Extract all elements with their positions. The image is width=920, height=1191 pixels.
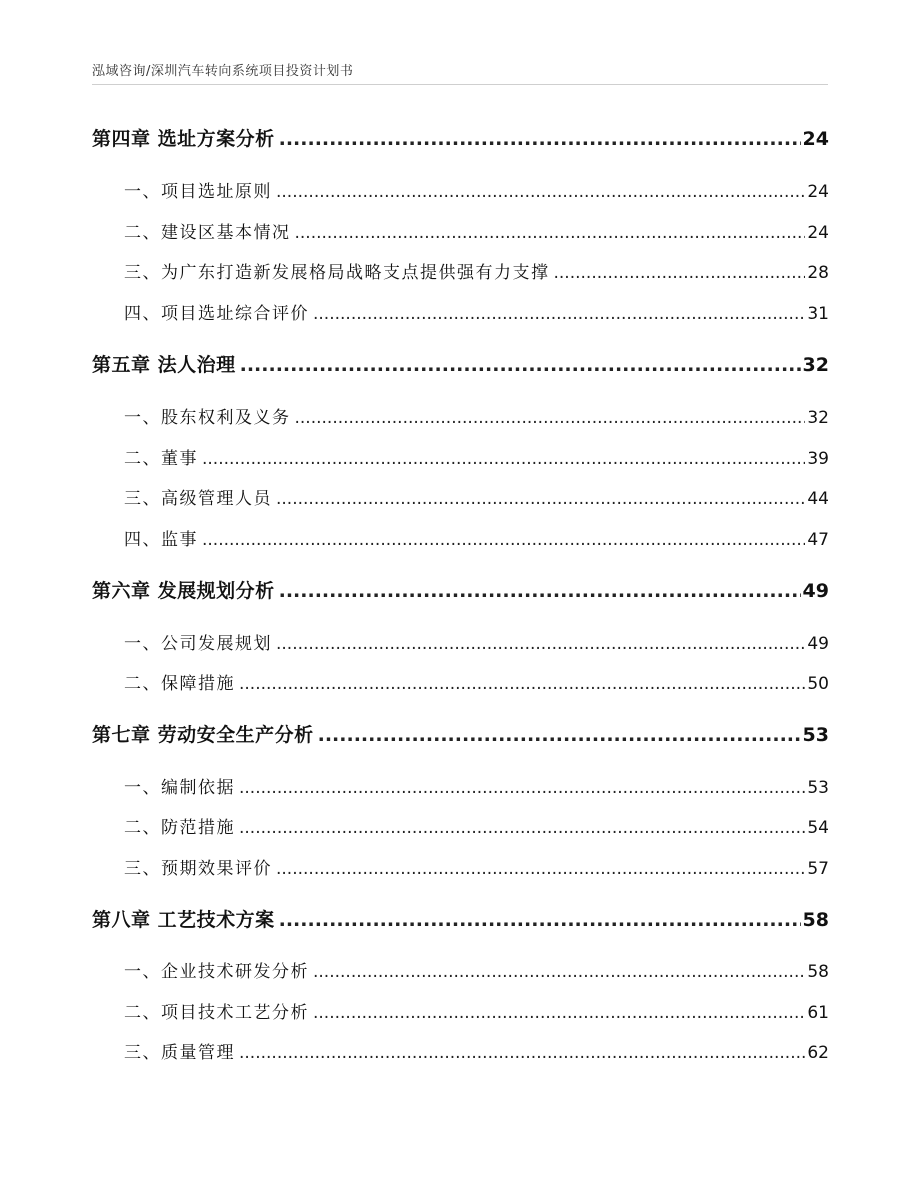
toc-section-title: 公司发展规划 [161, 634, 272, 654]
toc-section-number: 二、 [124, 674, 161, 694]
toc-section[interactable] [92, 218, 829, 243]
toc-chapter-8[interactable] [92, 905, 829, 932]
toc-section-number: 一、 [124, 408, 161, 428]
toc-section-number: 一、 [124, 182, 161, 202]
toc-section-title: 项目技术工艺分析 [161, 1003, 309, 1023]
toc-page-number: 50 [807, 674, 829, 694]
toc-section[interactable] [92, 998, 829, 1023]
toc-section-number: 一、 [124, 962, 161, 982]
toc-section[interactable] [92, 1038, 829, 1063]
toc-section[interactable] [92, 957, 829, 982]
toc-page-number: 54 [807, 818, 829, 838]
toc-chapter-4[interactable] [92, 124, 829, 151]
toc-leader [240, 354, 801, 376]
toc-page-number: 32 [802, 354, 829, 376]
running-header: 泓域咨询/深圳汽车转向系统项目投资计划书 [92, 64, 354, 79]
toc-leader [313, 962, 805, 982]
toc-leader [295, 223, 806, 243]
toc-section-title: 保障措施 [161, 674, 235, 694]
toc-section-title: 高级管理人员 [161, 489, 272, 509]
toc-leader [202, 449, 805, 469]
toc-section[interactable] [92, 669, 829, 694]
toc-chapter-title: 第五章 法人治理 [92, 354, 236, 376]
toc-page-number: 58 [807, 962, 829, 982]
toc-chapter-title: 第四章 选址方案分析 [92, 128, 275, 150]
toc-page-number: 57 [807, 859, 829, 879]
toc-page-number: 49 [802, 580, 829, 602]
toc-section[interactable] [92, 403, 829, 428]
toc-chapter-7[interactable] [92, 720, 829, 747]
toc-section[interactable] [92, 525, 829, 550]
toc-leader [279, 128, 801, 150]
toc-section[interactable] [92, 773, 829, 798]
toc-section-title: 项目选址原则 [161, 182, 272, 202]
table-of-contents [92, 0, 829, 1191]
toc-leader [239, 778, 805, 798]
toc-section-title: 项目选址综合评价 [161, 304, 309, 324]
toc-section-number: 三、 [124, 1043, 161, 1063]
toc-section-number: 三、 [124, 263, 161, 283]
toc-page-number: 24 [807, 223, 829, 243]
toc-page-number: 24 [807, 182, 829, 202]
toc-page-number: 31 [807, 304, 829, 324]
toc-leader [279, 580, 801, 602]
toc-leader [318, 724, 801, 746]
toc-page-number: 53 [802, 724, 829, 746]
toc-leader [239, 818, 805, 838]
toc-section-title: 编制依据 [161, 778, 235, 798]
toc-section-title: 董事 [161, 449, 198, 469]
toc-section-title: 为广东打造新发展格局战略支点提供强有力支撑 [161, 263, 550, 283]
toc-section-title: 企业技术研发分析 [161, 962, 309, 982]
toc-leader [276, 634, 805, 654]
toc-leader [239, 674, 805, 694]
toc-leader [295, 408, 806, 428]
toc-section[interactable] [92, 813, 829, 838]
toc-leader [276, 489, 805, 509]
toc-page-number: 44 [807, 489, 829, 509]
toc-page-number: 62 [807, 1043, 829, 1063]
toc-page-number: 58 [802, 909, 829, 931]
toc-page-number: 32 [807, 408, 829, 428]
toc-chapter-5[interactable] [92, 350, 829, 377]
toc-chapter-6[interactable] [92, 576, 829, 603]
toc-section-title: 预期效果评价 [161, 859, 272, 879]
toc-section-title: 股东权利及义务 [161, 408, 291, 428]
toc-page-number: 61 [807, 1003, 829, 1023]
toc-section-title: 建设区基本情况 [161, 223, 291, 243]
toc-section[interactable] [92, 299, 829, 324]
toc-section-number: 四、 [124, 304, 161, 324]
toc-section[interactable] [92, 177, 829, 202]
toc-page-number: 24 [802, 128, 829, 150]
toc-section-number: 二、 [124, 223, 161, 243]
toc-page-number: 53 [807, 778, 829, 798]
toc-leader [202, 530, 805, 550]
toc-section-number: 一、 [124, 634, 161, 654]
toc-leader [239, 1043, 805, 1063]
toc-section-title: 监事 [161, 530, 198, 550]
toc-chapter-title: 第八章 工艺技术方案 [92, 909, 275, 931]
toc-section[interactable] [92, 629, 829, 654]
toc-leader [276, 182, 805, 202]
toc-section-number: 二、 [124, 449, 161, 469]
toc-section[interactable] [92, 484, 829, 509]
toc-section-number: 二、 [124, 818, 161, 838]
toc-section-number: 一、 [124, 778, 161, 798]
toc-chapter-title: 第六章 发展规划分析 [92, 580, 275, 602]
toc-leader [313, 304, 805, 324]
toc-section[interactable] [92, 444, 829, 469]
toc-section-number: 三、 [124, 859, 161, 879]
toc-leader [313, 1003, 805, 1023]
toc-page-number: 47 [807, 530, 829, 550]
toc-leader [276, 859, 805, 879]
toc-section-number: 三、 [124, 489, 161, 509]
toc-leader [554, 263, 806, 283]
toc-page-number: 28 [807, 263, 829, 283]
toc-section[interactable] [92, 258, 829, 283]
toc-section-number: 四、 [124, 530, 161, 550]
toc-section-number: 二、 [124, 1003, 161, 1023]
toc-section-title: 防范措施 [161, 818, 235, 838]
toc-section[interactable] [92, 854, 829, 879]
toc-leader [279, 909, 801, 931]
toc-page-number: 49 [807, 634, 829, 654]
toc-page-number: 39 [807, 449, 829, 469]
toc-section-title: 质量管理 [161, 1043, 235, 1063]
toc-chapter-title: 第七章 劳动安全生产分析 [92, 724, 314, 746]
